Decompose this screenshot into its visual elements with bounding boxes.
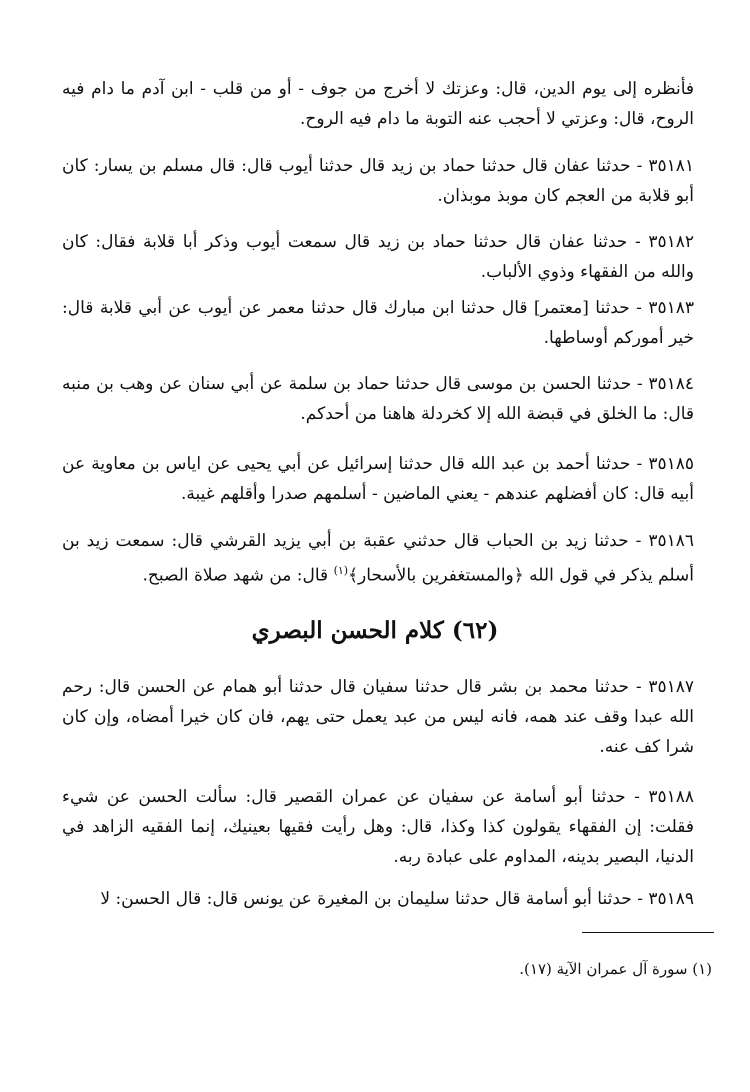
hadith-35183 — [62, 293, 694, 353]
hadith-text: - حدثنا عفان قال حدثنا حماد بن زيد قال حدثنا أيوب قال: قال مسلم بن يسار: كان أبو قلابة من العجم كان موبذ موبذان. — [62, 156, 694, 206]
footnote-marker: (١) — [333, 564, 349, 577]
hadith-35185 — [62, 449, 694, 509]
quran-quote: ﴿والمستغفرين بالأسحار﴾ — [348, 565, 524, 586]
hadith-text: - حدثنا عفان قال حدثنا حماد بن زيد قال سمعت أيوب وذكر أبا قلابة فقال: كان والله من الفقهاء وذوي الألباب. — [62, 232, 694, 282]
hadith-number: ٣٥١٨٦ — [648, 531, 695, 551]
hadith-number: ٣٥١٨٥ — [648, 454, 694, 474]
chapter-title: (٦٢) كلام الحسن البصري — [251, 617, 499, 644]
hadith-text: - حدثنا الحسن بن موسى قال حدثنا حماد بن سلمة عن أبي سنان عن وهب بن منبه قال: ما الخلق في قبضة الله إلا كخردلة هاهنا من أحدكم. — [62, 374, 694, 424]
hadith-35187 — [62, 672, 694, 762]
hadith-number: ٣٥١٨٨ — [648, 787, 694, 807]
hadith-number: ٣٥١٨٢ — [648, 232, 695, 252]
hadith-number: ٣٥١٨٩ — [648, 889, 694, 909]
hadith-number: ٣٥١٨٧ — [648, 677, 694, 697]
hadith-number: ٣٥١٨٤ — [648, 374, 694, 394]
hadith-text: - حدثنا زيد بن الحباب قال حدثني عقبة بن أبي يزيد القرشي قال: سمعت زيد بن أسلم يذكر في قول الله — [62, 531, 694, 586]
hadith-text: - حدثنا أبو أسامة عن سفيان عن عمران القصير قال: سألت الحسن عن شيء فقلت: إن الفقهاء يقولون كذا وكذا، قال: وهل رأيت فقيها بعينيك، إنما الفقيه الزاهد في الدنيا، البصير بدينه، المداوم على عبادة ربه. — [62, 787, 694, 867]
hadith-text: - حدثنا أحمد بن عبد الله قال حدثنا إسرائيل عن أبي يحيى عن اياس بن معاوية عن أبيه قال: كان أفضلهم عندهم - يعني الماضين - أسلمهم صدرا وأقلهم غيبة. — [62, 454, 694, 504]
hadith-number: ٣٥١٨٣ — [648, 298, 695, 318]
hadith-text: - حدثنا محمد بن بشر قال حدثنا سفيان قال حدثنا أبو همام عن الحسن قال: رحم الله عبدا وقف عند همه، فانه ليس من عبد يعمل حتى يهم، فان كان خيرا أمضاه، وإن كان شرا كف عنه. — [62, 677, 694, 757]
hadith-35181 — [62, 151, 694, 211]
hadith-text-after: قال: من شهد صلاة الصبح. — [142, 565, 329, 586]
hadith-35186 — [62, 526, 694, 591]
hadith-number: ٣٥١٨١ — [648, 156, 694, 176]
hadith-35182 — [62, 227, 694, 287]
hadith-35189 — [62, 884, 694, 914]
footnote: (١) سورة آل عمران الآية (١٧). — [519, 960, 712, 978]
footnote-divider — [582, 932, 714, 933]
hadith-text: - حدثنا [معتمر] قال حدثنا ابن مبارك قال حدثنا معمر عن أيوب عن أبي قلابة قال: خير أموركم أوساطها. — [62, 298, 694, 348]
hadith-35184 — [62, 369, 694, 429]
hadith-35188 — [62, 782, 694, 872]
hadith-text: - حدثنا أبو أسامة قال حدثنا سليمان بن المغيرة عن يونس قال: قال الحسن: لا — [100, 889, 643, 909]
paragraph-continuation: فأنظره إلى يوم الدين، قال: وعزتك لا أخرج من جوف - أو من قلب - ابن آدم ما دام فيه الروح، قال: وعزتي لا أحجب عنه التوبة ما دام فيه الروح. — [62, 79, 694, 129]
